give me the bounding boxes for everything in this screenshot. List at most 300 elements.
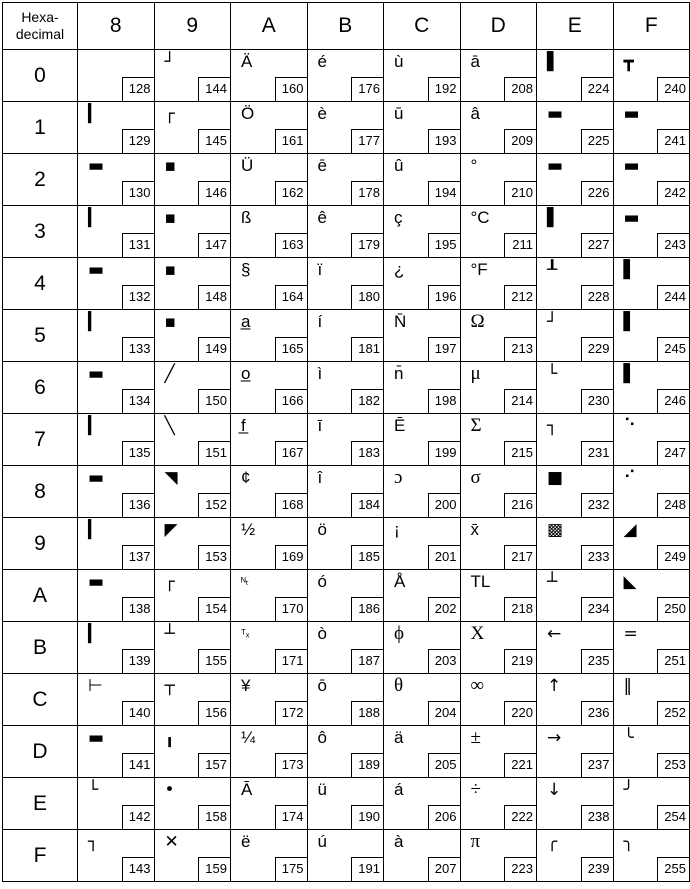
character-glyph: ò (317, 624, 327, 643)
column-header-c: C (384, 3, 461, 50)
decimal-code: 130 (122, 181, 154, 205)
char-cell-a5 (231, 310, 308, 362)
char-cell-8c (78, 674, 155, 726)
char-cell-b2 (308, 154, 385, 206)
char-cell-c5 (384, 310, 461, 362)
decimal-code: 156 (198, 701, 230, 725)
decimal-code: 255 (657, 857, 689, 881)
character-glyph: X (470, 623, 485, 644)
character-glyph: ╭ (547, 832, 558, 852)
decimal-code: 230 (581, 389, 613, 413)
decimal-code: 177 (351, 129, 383, 153)
char-cell-9a (155, 570, 232, 622)
character-glyph: °F (470, 260, 488, 279)
column-header-b: B (308, 3, 385, 50)
char-cell-c4 (384, 258, 461, 310)
decimal-code: 138 (122, 597, 154, 621)
char-cell-a9 (231, 518, 308, 570)
decimal-code: 250 (657, 597, 689, 621)
character-code-table (2, 2, 690, 882)
decimal-code: 163 (275, 233, 307, 257)
decimal-code: 133 (122, 337, 154, 361)
character-glyph: ▬ (623, 104, 640, 124)
header-label-line2: decimal (15, 26, 65, 42)
character-glyph: ╲ (164, 416, 175, 436)
char-cell-99 (155, 518, 232, 570)
decimal-code: 228 (581, 285, 613, 309)
character-glyph: n̄ (394, 364, 404, 383)
char-cell-fc (614, 674, 690, 726)
character-glyph: ┘ (547, 312, 558, 332)
char-cell-95 (155, 310, 232, 362)
character-glyph: ‖ (623, 676, 632, 696)
character-glyph: ◤ (164, 520, 178, 540)
character-glyph: ▎ (88, 520, 102, 540)
decimal-code: 204 (428, 701, 460, 725)
row-header-b: B (3, 622, 78, 674)
column-header-e: E (537, 3, 614, 50)
row-header-9: 9 (3, 518, 78, 570)
decimal-code: 251 (657, 649, 689, 673)
decimal-code: 212 (504, 285, 536, 309)
decimal-code: 147 (198, 233, 230, 257)
character-glyph: ϕ (394, 623, 405, 644)
decimal-code: 214 (504, 389, 536, 413)
char-cell-ae (231, 778, 308, 830)
decimal-code: 225 (581, 129, 613, 153)
character-glyph: ⠊ (623, 468, 636, 488)
character-glyph: Ω (470, 311, 485, 332)
character-glyph: └ (88, 780, 99, 800)
char-cell-fe (614, 778, 690, 830)
decimal-code: 227 (581, 233, 613, 257)
char-cell-8a (78, 570, 155, 622)
char-cell-83 (78, 206, 155, 258)
char-cell-96 (155, 362, 232, 414)
decimal-code: 170 (275, 597, 307, 621)
decimal-code: 200 (428, 493, 460, 517)
decimal-code: 157 (198, 753, 230, 777)
char-cell-d6 (461, 362, 538, 414)
char-cell-e2 (537, 154, 614, 206)
decimal-code: 160 (275, 77, 307, 101)
decimal-code: 142 (122, 805, 154, 829)
decimal-code: 219 (504, 649, 536, 673)
character-glyph: μ (470, 363, 481, 384)
column-header-d: D (461, 3, 538, 50)
decimal-code: 181 (351, 337, 383, 361)
character-glyph: ■ (547, 468, 564, 488)
character-glyph: Ö (241, 104, 255, 123)
decimal-code: 192 (428, 77, 460, 101)
character-glyph: ┴ (547, 572, 558, 592)
decimal-code: 242 (657, 181, 689, 205)
char-cell-fd (614, 726, 690, 778)
decimal-code: 210 (504, 181, 536, 205)
row-header-c: C (3, 674, 78, 726)
decimal-code: 167 (275, 441, 307, 465)
character-glyph: ù (394, 52, 404, 71)
decimal-code: 196 (428, 285, 460, 309)
char-cell-be (308, 778, 385, 830)
char-cell-a2 (231, 154, 308, 206)
character-glyph: ▬ (88, 572, 105, 592)
char-cell-dd (461, 726, 538, 778)
decimal-code: 216 (504, 493, 536, 517)
row-header-1: 1 (3, 102, 78, 154)
character-glyph: = (623, 624, 638, 644)
character-glyph: Ü (241, 156, 254, 175)
character-glyph: → (547, 728, 562, 748)
decimal-code: 180 (351, 285, 383, 309)
character-glyph: ▬ (88, 728, 105, 748)
decimal-code: 131 (122, 233, 154, 257)
character-glyph: ó (317, 572, 327, 591)
character-glyph: σ (470, 467, 481, 488)
decimal-code: 240 (657, 77, 689, 101)
decimal-code: 182 (351, 389, 383, 413)
char-cell-d0 (461, 50, 538, 102)
decimal-code: 193 (428, 129, 460, 153)
char-cell-a6 (231, 362, 308, 414)
decimal-code: 205 (428, 753, 460, 777)
character-glyph: ◥ (164, 468, 178, 488)
character-glyph: ┸ (547, 260, 558, 280)
char-cell-ec (537, 674, 614, 726)
char-cell-e4 (537, 258, 614, 310)
char-cell-c2 (384, 154, 461, 206)
character-glyph: ▬ (547, 104, 564, 124)
decimal-code: 151 (198, 441, 230, 465)
char-cell-df (461, 830, 538, 882)
decimal-code: 187 (351, 649, 383, 673)
char-cell-ad (231, 726, 308, 778)
char-cell-9e (155, 778, 232, 830)
character-glyph: ∞ (470, 675, 485, 696)
character-glyph: ✕ (164, 832, 179, 852)
char-cell-cc (384, 674, 461, 726)
character-glyph: ü (317, 780, 327, 799)
character-glyph: ¢ (241, 468, 251, 487)
character-glyph: ▩ (547, 520, 564, 540)
char-cell-a1 (231, 102, 308, 154)
decimal-code: 215 (504, 441, 536, 465)
character-glyph: ± (470, 727, 481, 748)
decimal-code: 135 (122, 441, 154, 465)
decimal-code: 224 (581, 77, 613, 101)
decimal-code: 195 (428, 233, 460, 257)
decimal-code: 171 (275, 649, 307, 673)
character-glyph: θ (394, 675, 404, 696)
character-glyph: ┘ (164, 52, 175, 72)
char-cell-cf (384, 830, 461, 882)
row-header-5: 5 (3, 310, 78, 362)
character-glyph: ¼ (241, 728, 256, 747)
character-glyph: ö (317, 520, 327, 539)
decimal-code: 137 (122, 545, 154, 569)
decimal-code: 253 (657, 753, 689, 777)
char-cell-80 (78, 50, 155, 102)
decimal-code: 166 (275, 389, 307, 413)
char-cell-d4 (461, 258, 538, 310)
char-cell-b4 (308, 258, 385, 310)
decimal-code: 211 (504, 233, 536, 257)
char-cell-8f (78, 830, 155, 882)
decimal-code: 223 (504, 857, 536, 881)
decimal-code: 159 (198, 857, 230, 881)
decimal-code: 229 (581, 337, 613, 361)
column-header-8: 8 (78, 3, 155, 50)
char-cell-bf (308, 830, 385, 882)
character-glyph: TL (470, 572, 491, 591)
character-glyph: ╻ (164, 728, 175, 748)
decimal-code: 238 (581, 805, 613, 829)
decimal-code: 198 (428, 389, 460, 413)
decimal-code: 206 (428, 805, 460, 829)
character-glyph: ┐ (547, 416, 558, 436)
char-cell-a0 (231, 50, 308, 102)
decimal-code: 168 (275, 493, 307, 517)
character-glyph: ▬ (547, 156, 564, 176)
character-glyph: § (241, 260, 251, 279)
char-cell-ce (384, 778, 461, 830)
character-glyph: ā (470, 52, 480, 71)
decimal-code: 129 (122, 129, 154, 153)
decimal-code: 199 (428, 441, 460, 465)
decimal-code: 190 (351, 805, 383, 829)
header-hexadecimal-label (3, 3, 78, 50)
char-cell-c6 (384, 362, 461, 414)
decimal-code: 150 (198, 389, 230, 413)
char-cell-d1 (461, 102, 538, 154)
decimal-code: 213 (504, 337, 536, 361)
char-cell-b6 (308, 362, 385, 414)
decimal-code: 179 (351, 233, 383, 257)
decimal-code: 191 (351, 857, 383, 881)
char-cell-86 (78, 362, 155, 414)
character-glyph: ß (241, 208, 252, 227)
character-glyph: x̄ (470, 520, 479, 539)
char-cell-93 (155, 206, 232, 258)
character-glyph: ↑ (547, 676, 562, 696)
decimal-code: 132 (122, 285, 154, 309)
char-cell-d5 (461, 310, 538, 362)
character-glyph: Ä (241, 52, 253, 71)
decimal-code: 174 (275, 805, 307, 829)
char-cell-ed (537, 726, 614, 778)
character-glyph: ╱ (164, 364, 175, 384)
character-glyph: ▎ (88, 208, 102, 228)
character-glyph: ä (394, 728, 404, 747)
char-cell-bb (308, 622, 385, 674)
character-glyph: ▬ (623, 208, 640, 228)
decimal-code: 148 (198, 285, 230, 309)
char-cell-fb (614, 622, 690, 674)
character-glyph: ┌ (164, 104, 175, 124)
char-cell-b5 (308, 310, 385, 362)
header-label-line1: Hexa- (21, 9, 59, 25)
character-glyph: ▎ (88, 624, 102, 644)
character-glyph: ú (317, 832, 327, 851)
decimal-code: 247 (657, 441, 689, 465)
character-glyph: N̄ (394, 312, 407, 331)
decimal-code: 173 (275, 753, 307, 777)
char-cell-8d (78, 726, 155, 778)
character-glyph: └ (547, 364, 558, 384)
character-glyph: ╮ (623, 832, 634, 852)
character-glyph: π (470, 831, 481, 852)
char-cell-a7 (231, 414, 308, 466)
char-cell-e9 (537, 518, 614, 570)
decimal-code: 149 (198, 337, 230, 361)
decimal-code: 162 (275, 181, 307, 205)
character-glyph: ū (394, 104, 404, 123)
char-cell-b0 (308, 50, 385, 102)
decimal-code: 178 (351, 181, 383, 205)
char-cell-c0 (384, 50, 461, 102)
decimal-code: 236 (581, 701, 613, 725)
character-glyph: ╰ (623, 728, 634, 748)
column-header-9: 9 (155, 3, 232, 50)
char-cell-f9 (614, 518, 690, 570)
character-glyph: f̲ (241, 416, 246, 435)
decimal-code: 175 (275, 857, 307, 881)
row-header-6: 6 (3, 362, 78, 414)
row-header-d: D (3, 726, 78, 778)
row-header-f: F (3, 830, 78, 882)
char-cell-f3 (614, 206, 690, 258)
character-glyph: ▎ (88, 416, 102, 436)
char-cell-88 (78, 466, 155, 518)
char-cell-94 (155, 258, 232, 310)
character-glyph: ÷ (470, 779, 481, 800)
decimal-code: 208 (504, 77, 536, 101)
character-glyph: ᵀₓ (241, 628, 250, 640)
decimal-code: 143 (122, 857, 154, 881)
char-cell-b3 (308, 206, 385, 258)
char-cell-a8 (231, 466, 308, 518)
character-glyph: ▬ (88, 468, 105, 488)
char-cell-af (231, 830, 308, 882)
column-header-a: A (231, 3, 308, 50)
character-glyph: ï (317, 260, 323, 279)
character-glyph: ← (547, 624, 562, 644)
character-glyph: â (470, 104, 480, 123)
character-glyph: î (317, 468, 323, 487)
character-glyph: ◣ (623, 572, 637, 592)
char-cell-e6 (537, 362, 614, 414)
decimal-code: 232 (581, 493, 613, 517)
char-cell-f6 (614, 362, 690, 414)
char-cell-f1 (614, 102, 690, 154)
char-cell-8b (78, 622, 155, 674)
character-glyph: ë (241, 832, 251, 851)
char-cell-ba (308, 570, 385, 622)
decimal-code: 189 (351, 753, 383, 777)
decimal-code: 183 (351, 441, 383, 465)
decimal-code: 197 (428, 337, 460, 361)
character-glyph: û (394, 156, 404, 175)
character-glyph: Ā (241, 780, 253, 799)
decimal-code: 245 (657, 337, 689, 361)
character-glyph: ╯ (623, 780, 634, 800)
char-cell-ff (614, 830, 690, 882)
row-header-2: 2 (3, 154, 78, 206)
character-glyph: è (317, 104, 327, 123)
char-cell-c8 (384, 466, 461, 518)
char-cell-a4 (231, 258, 308, 310)
char-cell-9f (155, 830, 232, 882)
character-glyph: ┐ (88, 832, 99, 852)
decimal-code: 184 (351, 493, 383, 517)
character-glyph: o̲ (241, 364, 251, 383)
character-glyph: ▎ (88, 312, 102, 332)
row-header-0: 0 (3, 50, 78, 102)
char-cell-c3 (384, 206, 461, 258)
decimal-code: 218 (504, 597, 536, 621)
character-glyph: ▪ (164, 156, 177, 176)
char-cell-ee (537, 778, 614, 830)
decimal-code: 248 (657, 493, 689, 517)
char-cell-ef (537, 830, 614, 882)
character-glyph: ▬ (88, 364, 105, 384)
character-glyph: ē (317, 156, 327, 175)
character-glyph: ▌ (547, 208, 561, 228)
decimal-code: 164 (275, 285, 307, 309)
decimal-code: 172 (275, 701, 307, 725)
char-cell-e8 (537, 466, 614, 518)
decimal-code: 254 (657, 805, 689, 829)
char-cell-cb (384, 622, 461, 674)
decimal-code: 237 (581, 753, 613, 777)
char-cell-b9 (308, 518, 385, 570)
decimal-code: 152 (198, 493, 230, 517)
decimal-code: 209 (504, 129, 536, 153)
char-cell-f4 (614, 258, 690, 310)
character-glyph: ┴ (164, 624, 175, 644)
char-cell-e1 (537, 102, 614, 154)
decimal-code: 158 (198, 805, 230, 829)
decimal-code: 220 (504, 701, 536, 725)
row-header-7: 7 (3, 414, 78, 466)
decimal-code: 188 (351, 701, 383, 725)
char-cell-e7 (537, 414, 614, 466)
decimal-code: 201 (428, 545, 460, 569)
char-cell-92 (155, 154, 232, 206)
decimal-code: 226 (581, 181, 613, 205)
decimal-code: 241 (657, 129, 689, 153)
char-cell-b8 (308, 466, 385, 518)
decimal-code: 203 (428, 649, 460, 673)
row-header-8: 8 (3, 466, 78, 518)
decimal-code: 243 (657, 233, 689, 257)
decimal-code: 165 (275, 337, 307, 361)
character-glyph: ▪ (164, 260, 177, 280)
char-cell-9b (155, 622, 232, 674)
character-glyph: ⊢ (88, 676, 103, 696)
row-header-4: 4 (3, 258, 78, 310)
row-header-3: 3 (3, 206, 78, 258)
character-glyph: ⠑ (623, 416, 636, 436)
character-glyph: Σ (470, 415, 482, 436)
char-cell-d3 (461, 206, 538, 258)
char-cell-d7 (461, 414, 538, 466)
char-cell-fa (614, 570, 690, 622)
char-cell-ea (537, 570, 614, 622)
character-glyph: ô (317, 728, 327, 747)
character-glyph: ç (394, 208, 403, 227)
char-cell-f0 (614, 50, 690, 102)
